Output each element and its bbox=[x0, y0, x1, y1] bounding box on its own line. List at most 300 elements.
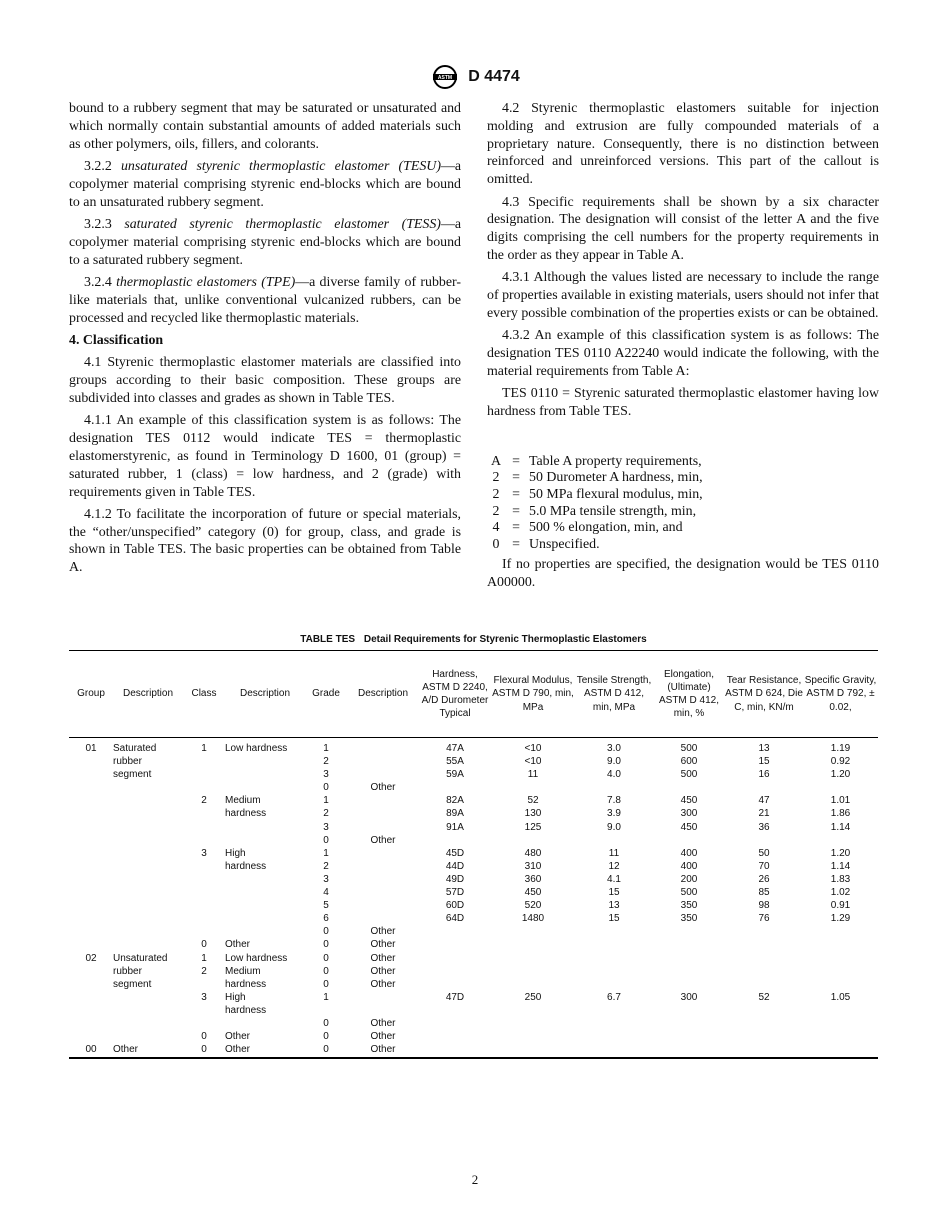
table-cell bbox=[347, 821, 419, 834]
table-cell: Other bbox=[370, 952, 396, 964]
table-cell bbox=[419, 834, 491, 847]
table-cell bbox=[225, 755, 305, 768]
term-tesu: unsaturated styrenic thermoplastic elastomer (TESU) bbox=[120, 158, 441, 174]
table-cell bbox=[653, 1017, 725, 1030]
table-cell: 1.19 bbox=[830, 743, 851, 754]
table-cell bbox=[491, 781, 575, 794]
table-cell bbox=[725, 1030, 803, 1043]
table-cell bbox=[653, 952, 725, 965]
table-cell bbox=[69, 847, 113, 860]
table-cell: Other bbox=[370, 978, 396, 990]
table-cell: Medium bbox=[225, 795, 261, 807]
table-cell: 2 bbox=[201, 795, 207, 807]
table-cell bbox=[803, 965, 878, 978]
table-cell bbox=[575, 925, 653, 938]
table-cell bbox=[575, 1043, 653, 1058]
table-cell: Other bbox=[347, 1043, 419, 1058]
table-cell: 7.8 bbox=[607, 795, 621, 807]
table-cell: 1.29 bbox=[830, 913, 851, 925]
table-cell bbox=[347, 1004, 419, 1017]
table-cell bbox=[347, 807, 419, 820]
table-cell bbox=[575, 834, 653, 847]
table-cell bbox=[491, 1043, 575, 1058]
table-cell: 500 bbox=[680, 887, 698, 899]
code-code: A bbox=[490, 453, 502, 469]
paragraph-4-3-1: 4.3.1 Although the values listed are necessary to include the range of properties available in existing materials, users should not infer that every possible combination of the properties exists or can be obtained. bbox=[487, 270, 879, 321]
table-cell: 500 bbox=[680, 743, 698, 754]
table-row bbox=[69, 1030, 878, 1043]
table-cell bbox=[491, 834, 575, 847]
table-caption: Detail Requirements for Styrenic Thermoplastic Elastomers bbox=[363, 634, 647, 645]
table-cell: 59A bbox=[446, 769, 464, 781]
table-cell: 1.83 bbox=[830, 873, 851, 885]
table-cell: 0 bbox=[323, 1031, 329, 1043]
table-cell: segment bbox=[113, 978, 152, 990]
designation-code-list bbox=[489, 454, 703, 554]
table-cell: Other bbox=[370, 834, 396, 846]
table-cell: 3 bbox=[323, 769, 329, 781]
table-cell bbox=[725, 978, 803, 991]
code-text: 500 % elongation, min, and bbox=[529, 520, 683, 536]
column-header: Description bbox=[347, 651, 419, 738]
table-cell: 1 bbox=[323, 743, 329, 754]
table-cell bbox=[803, 1043, 878, 1058]
table-row bbox=[69, 781, 878, 794]
table-cell bbox=[347, 912, 419, 925]
table-cell: Other bbox=[113, 1043, 183, 1058]
table-cell bbox=[803, 938, 878, 951]
table-cell bbox=[803, 925, 878, 938]
table-cell: Other bbox=[370, 1031, 396, 1043]
document-designation: D 4474 bbox=[468, 68, 520, 85]
code-eq: = bbox=[512, 520, 520, 536]
table-cell: 89A bbox=[446, 808, 464, 820]
table-cell bbox=[347, 886, 419, 899]
table-cell bbox=[69, 807, 113, 820]
table-cell bbox=[419, 938, 491, 951]
paragraph-4-3: 4.3 Specific requirements shall be shown by a six character designation. The designation will consist of the letter A and the five digits comprising the cell numbers for the property requirements in the order as they appear in Table A. bbox=[487, 194, 879, 263]
table-cell: 600 bbox=[680, 756, 698, 768]
table-row bbox=[69, 991, 878, 1004]
table-row bbox=[69, 886, 878, 899]
table-cell bbox=[347, 860, 419, 873]
table-row bbox=[69, 925, 878, 938]
table-cell: 0.91 bbox=[830, 900, 851, 912]
paragraph-4-2: 4.2 Styrenic thermoplastic elastomers suitable for injection molding and extrusion are fully compounded materials of a proprietary nature. Consequently, there is no distinction between reinforced and unreinforced versions. This part of the callout is omitted. bbox=[487, 101, 879, 188]
table-cell: rubber bbox=[113, 756, 142, 768]
table-row bbox=[69, 899, 878, 912]
table-cell bbox=[69, 873, 113, 886]
table-cell: 310 bbox=[524, 860, 542, 872]
right-column bbox=[487, 100, 879, 596]
table-row bbox=[69, 821, 878, 834]
table-cell: 0.92 bbox=[830, 756, 851, 768]
table-cell: 13 bbox=[608, 900, 620, 912]
table-cell bbox=[347, 899, 419, 912]
table-cell bbox=[183, 768, 225, 781]
table-cell bbox=[113, 899, 183, 912]
table-cell: 4.0 bbox=[607, 769, 621, 781]
table-row bbox=[69, 860, 878, 873]
column-header: Description bbox=[113, 651, 183, 738]
table-cell bbox=[69, 978, 113, 991]
table-cell bbox=[725, 781, 803, 794]
table-cell: 300 bbox=[680, 808, 698, 820]
code-text: 50 MPa flexural modulus, min, bbox=[529, 486, 703, 502]
code-eq: = bbox=[512, 503, 520, 519]
table-cell bbox=[803, 1030, 878, 1043]
code-code: 2 bbox=[492, 470, 500, 486]
table-cell: 1 bbox=[323, 847, 329, 859]
table-cell bbox=[305, 1004, 347, 1017]
table-cell bbox=[347, 873, 419, 886]
table-cell: 4.1 bbox=[607, 873, 621, 885]
table-cell: 1.02 bbox=[830, 887, 851, 899]
table-cell bbox=[725, 925, 803, 938]
table-cell: 9.0 bbox=[607, 756, 621, 768]
table-row bbox=[69, 1004, 878, 1017]
table-cell bbox=[69, 938, 113, 951]
table-row bbox=[69, 755, 878, 768]
table-cell: 500 bbox=[680, 769, 698, 781]
table-cell: 1.20 bbox=[830, 769, 851, 781]
table-cell bbox=[725, 1004, 803, 1017]
table-cell: 47D bbox=[445, 991, 465, 1003]
table-cell: 26 bbox=[758, 873, 770, 885]
column-header: Hardness, ASTM D 2240, A/D Durometer Typical bbox=[419, 651, 491, 738]
table-cell: 60D bbox=[445, 900, 465, 912]
table-cell: 11 bbox=[608, 847, 620, 859]
table-cell: 2 bbox=[323, 860, 329, 872]
code-text: 5.0 MPa tensile strength, min, bbox=[529, 503, 697, 519]
table-cell bbox=[69, 1030, 113, 1043]
table-cell bbox=[225, 873, 305, 886]
table-cell bbox=[653, 965, 725, 978]
table-cell: 1.14 bbox=[830, 821, 851, 833]
table-cell: 3 bbox=[201, 991, 207, 1003]
table-row bbox=[69, 938, 878, 951]
table-cell: 70 bbox=[758, 860, 770, 872]
table-cell bbox=[347, 738, 419, 756]
code-row bbox=[489, 537, 703, 554]
table-cell bbox=[183, 899, 225, 912]
table-cell bbox=[225, 1017, 305, 1030]
table-cell: 15 bbox=[608, 913, 620, 925]
table-cell: 200 bbox=[680, 873, 698, 885]
table-cell bbox=[69, 1017, 113, 1030]
table-cell bbox=[575, 978, 653, 991]
table-cell: 98 bbox=[758, 900, 770, 912]
table-cell: 0 bbox=[323, 939, 329, 951]
table-cell: 250 bbox=[524, 991, 542, 1003]
table-cell: 400 bbox=[680, 847, 698, 859]
table-cell: 13 bbox=[758, 743, 770, 754]
table-cell bbox=[183, 925, 225, 938]
table-cell bbox=[575, 1017, 653, 1030]
table-cell: 15 bbox=[608, 887, 620, 899]
table-cell bbox=[113, 938, 183, 951]
table-cell bbox=[653, 834, 725, 847]
table-cell bbox=[113, 1004, 183, 1017]
table-cell: 82A bbox=[446, 795, 464, 807]
table-cell bbox=[113, 834, 183, 847]
table-cell bbox=[491, 965, 575, 978]
table-row bbox=[69, 912, 878, 925]
table-cell: 15 bbox=[758, 756, 770, 768]
table-cell bbox=[69, 886, 113, 899]
table-cell: Low hardness bbox=[225, 743, 288, 754]
table-cell: 130 bbox=[524, 808, 542, 820]
table-cell bbox=[113, 794, 183, 807]
paragraph-final: If no properties are specified, the designation would be TES 0110 A00000. bbox=[487, 556, 879, 590]
table-cell: 6 bbox=[323, 913, 329, 925]
table-cell: 1 bbox=[323, 991, 329, 1003]
table-cell: 0 bbox=[323, 1017, 329, 1029]
table-cell: High bbox=[225, 991, 246, 1003]
table-cell: High bbox=[225, 847, 246, 859]
table-cell: Saturated bbox=[113, 743, 157, 754]
code-eq: = bbox=[512, 537, 520, 553]
table-cell bbox=[69, 781, 113, 794]
table-cell: rubber bbox=[113, 965, 142, 977]
table-cell: 0 bbox=[323, 978, 329, 990]
table-cell: Other bbox=[370, 782, 396, 794]
table-title bbox=[69, 634, 878, 645]
table-cell bbox=[183, 807, 225, 820]
table-cell: 2 bbox=[323, 808, 329, 820]
table-cell bbox=[347, 755, 419, 768]
table-cell: 0 bbox=[323, 965, 329, 977]
paragraph-4-1: 4.1 Styrenic thermoplastic elastomer materials are classified into groups according to their basic composition. These groups are subdivided into classes and grades as shown in Table TES. bbox=[69, 355, 461, 406]
table-cell bbox=[69, 991, 113, 1004]
table-cell bbox=[347, 768, 419, 781]
table-cell bbox=[347, 847, 419, 860]
column-header: Description bbox=[225, 651, 305, 738]
table-cell: 0 bbox=[305, 1043, 347, 1058]
table-cell bbox=[491, 925, 575, 938]
table-cell: hardness bbox=[225, 860, 267, 872]
table-cell: hardness bbox=[225, 1004, 267, 1016]
table-cell: 0 bbox=[201, 1031, 207, 1043]
table-cell bbox=[183, 781, 225, 794]
table-row bbox=[69, 794, 878, 807]
table-cell bbox=[653, 1030, 725, 1043]
table-cell bbox=[225, 886, 305, 899]
table-cell bbox=[183, 912, 225, 925]
table-cell: 12 bbox=[608, 860, 620, 872]
table-cell: 0 bbox=[323, 926, 329, 938]
column-header: Tear Resistance, ASTM D 624, Die C, min, KN/m bbox=[725, 651, 803, 738]
table-cell: Other bbox=[370, 926, 396, 938]
table-cell bbox=[69, 834, 113, 847]
column-header: Class bbox=[183, 651, 225, 738]
svg-text:ASTM: ASTM bbox=[438, 75, 453, 81]
table-cell bbox=[419, 978, 491, 991]
table-cell: 1480 bbox=[521, 913, 545, 925]
table-cell bbox=[803, 1017, 878, 1030]
table-cell: 0 bbox=[183, 1043, 225, 1058]
table-cell bbox=[183, 860, 225, 873]
column-header: Flexural Modulus, ASTM D 790, min, MPa bbox=[491, 651, 575, 738]
table-cell bbox=[69, 768, 113, 781]
table-cell bbox=[653, 1043, 725, 1058]
table-cell bbox=[225, 781, 305, 794]
table-cell bbox=[803, 952, 878, 965]
table-cell: Medium bbox=[225, 965, 261, 977]
table-cell bbox=[225, 834, 305, 847]
table-cell: 85 bbox=[758, 887, 770, 899]
table-cell: 76 bbox=[758, 913, 770, 925]
table-cell: 21 bbox=[758, 808, 770, 820]
table-cell: 11 bbox=[527, 769, 539, 781]
table-cell: 47A bbox=[446, 743, 464, 754]
code-code: 0 bbox=[492, 537, 500, 553]
table-cell: 64D bbox=[445, 913, 465, 925]
table-cell bbox=[575, 952, 653, 965]
table-cell bbox=[725, 965, 803, 978]
table-cell: Other bbox=[370, 1017, 396, 1029]
table-cell bbox=[69, 755, 113, 768]
column-header: Grade bbox=[305, 651, 347, 738]
table-cell bbox=[575, 938, 653, 951]
table-cell bbox=[183, 1017, 225, 1030]
table-cell: 1.86 bbox=[830, 808, 851, 820]
table-cell: 350 bbox=[680, 900, 698, 912]
table-cell: 5 bbox=[323, 900, 329, 912]
table-cell: 1 bbox=[201, 743, 207, 754]
table-cell: hardness bbox=[225, 978, 267, 990]
table-row bbox=[69, 978, 878, 991]
table-cell bbox=[803, 781, 878, 794]
table-cell bbox=[803, 978, 878, 991]
table-cell bbox=[491, 1017, 575, 1030]
page-header bbox=[0, 64, 950, 90]
table-cell bbox=[419, 1017, 491, 1030]
left-column bbox=[69, 100, 461, 582]
table-cell: 1.05 bbox=[830, 991, 851, 1003]
table-cell: 9.0 bbox=[607, 821, 621, 833]
paragraph-3-2-2: 3.2.2 unsaturated styrenic thermoplastic elastomer (TESU)—a copolymer material comprising styrenic end-blocks which are bound to an unsaturated rubbery segment. bbox=[69, 158, 462, 210]
table-cell bbox=[419, 1043, 491, 1058]
column-header: Elongation, (Ultimate) ASTM D 412, min, % bbox=[653, 651, 725, 738]
table-cell: hardness bbox=[225, 808, 267, 820]
table-row bbox=[69, 807, 878, 820]
table-cell: 3 bbox=[323, 821, 329, 833]
table-row bbox=[69, 873, 878, 886]
table-cell bbox=[803, 834, 878, 847]
table-cell bbox=[113, 821, 183, 834]
code-row bbox=[489, 487, 703, 504]
table-cell: Other bbox=[225, 1031, 251, 1043]
term-tess: saturated styrenic thermoplastic elastomer (TESS) bbox=[124, 216, 441, 232]
table-cell bbox=[113, 807, 183, 820]
table-cell bbox=[653, 925, 725, 938]
table-cell: 1 bbox=[201, 952, 207, 964]
code-row bbox=[489, 520, 703, 537]
paragraph-4-1-2: 4.1.2 To facilitate the incorporation of future or special materials, the “other/unspecified” category (0) for group, class, and grade is shown in Table TES. The basic properties can be obtained from Table A. bbox=[69, 506, 461, 576]
table-cell bbox=[113, 991, 183, 1004]
table-cell bbox=[575, 965, 653, 978]
table-cell bbox=[491, 938, 575, 951]
table-cell: 49D bbox=[445, 873, 465, 885]
column-header: Group bbox=[69, 651, 113, 738]
table-cell bbox=[653, 938, 725, 951]
table-cell bbox=[491, 952, 575, 965]
table-cell bbox=[113, 847, 183, 860]
table-cell bbox=[419, 965, 491, 978]
column-header: Specific Gravity, ASTM D 792, ± 0.02, bbox=[803, 651, 878, 738]
table-row bbox=[69, 834, 878, 847]
table-cell: 400 bbox=[680, 860, 698, 872]
table-cell bbox=[653, 978, 725, 991]
table-row bbox=[69, 952, 878, 965]
table-cell bbox=[491, 978, 575, 991]
table-cell: 0 bbox=[323, 834, 329, 846]
table-cell: 36 bbox=[758, 821, 770, 833]
table-label: TABLE TES bbox=[300, 634, 356, 645]
table-cell bbox=[225, 768, 305, 781]
table-cell: 2 bbox=[201, 965, 207, 977]
table-cell: 1 bbox=[323, 795, 329, 807]
table-cell: 450 bbox=[680, 821, 698, 833]
table-cell bbox=[419, 952, 491, 965]
table-cell bbox=[419, 1004, 491, 1017]
table-cell: 1.01 bbox=[830, 795, 851, 807]
table-cell: <10 bbox=[524, 756, 542, 768]
table-cell bbox=[183, 821, 225, 834]
table-cell bbox=[113, 860, 183, 873]
section-heading-classification: 4. Classification bbox=[69, 332, 164, 348]
paragraph-4-3-2: 4.3.2 An example of this classification system is as follows: The designation TES 0110 A22240 would indicate the following, with the material requirements from Table A: bbox=[487, 328, 879, 379]
paragraph-continued: bound to a rubbery segment that may be saturated or unsaturated and which normally contain substantial amounts of added materials such as other polymers, oils, fillers, and colorants. bbox=[69, 101, 461, 152]
table-cell bbox=[183, 886, 225, 899]
table-cell: Other bbox=[225, 1043, 305, 1058]
table-cell: 6.7 bbox=[607, 991, 621, 1003]
table-cell: 450 bbox=[524, 887, 542, 899]
table-cell: 55A bbox=[446, 756, 464, 768]
table-row bbox=[69, 847, 878, 860]
table-cell bbox=[491, 1004, 575, 1017]
table-cell: 0 bbox=[201, 939, 207, 951]
table-row bbox=[69, 1043, 878, 1058]
table-cell bbox=[183, 873, 225, 886]
code-row bbox=[489, 454, 703, 471]
code-eq: = bbox=[512, 453, 520, 469]
table-cell bbox=[347, 794, 419, 807]
table-cell: 3 bbox=[201, 847, 207, 859]
table-cell: 52 bbox=[527, 795, 539, 807]
code-text: Table A property requirements, bbox=[529, 453, 702, 469]
paragraph-4-3-2-example: TES 0110 = Styrenic saturated thermoplastic elastomer having low hardness from Table TES. bbox=[487, 386, 879, 420]
code-row bbox=[489, 504, 703, 521]
table-cell bbox=[69, 1004, 113, 1017]
table-cell: 3 bbox=[323, 873, 329, 885]
table-cell bbox=[225, 821, 305, 834]
table-cell bbox=[575, 1004, 653, 1017]
code-text: 50 Durometer A hardness, min, bbox=[529, 470, 703, 486]
table-cell bbox=[113, 912, 183, 925]
table-cell bbox=[69, 860, 113, 873]
table-cell: 350 bbox=[680, 913, 698, 925]
table-cell: 02 bbox=[85, 952, 97, 964]
table-cell bbox=[225, 912, 305, 925]
table-row bbox=[69, 768, 878, 781]
table-cell bbox=[653, 781, 725, 794]
table-cell bbox=[69, 899, 113, 912]
table-cell: 450 bbox=[680, 795, 698, 807]
table-cell: Other bbox=[370, 965, 396, 977]
paragraph-3-2-3: 3.2.3 saturated styrenic thermoplastic elastomer (TESS)—a copolymer material comprising styrenic end-blocks which are bound to a saturated rubbery segment. bbox=[69, 216, 461, 268]
